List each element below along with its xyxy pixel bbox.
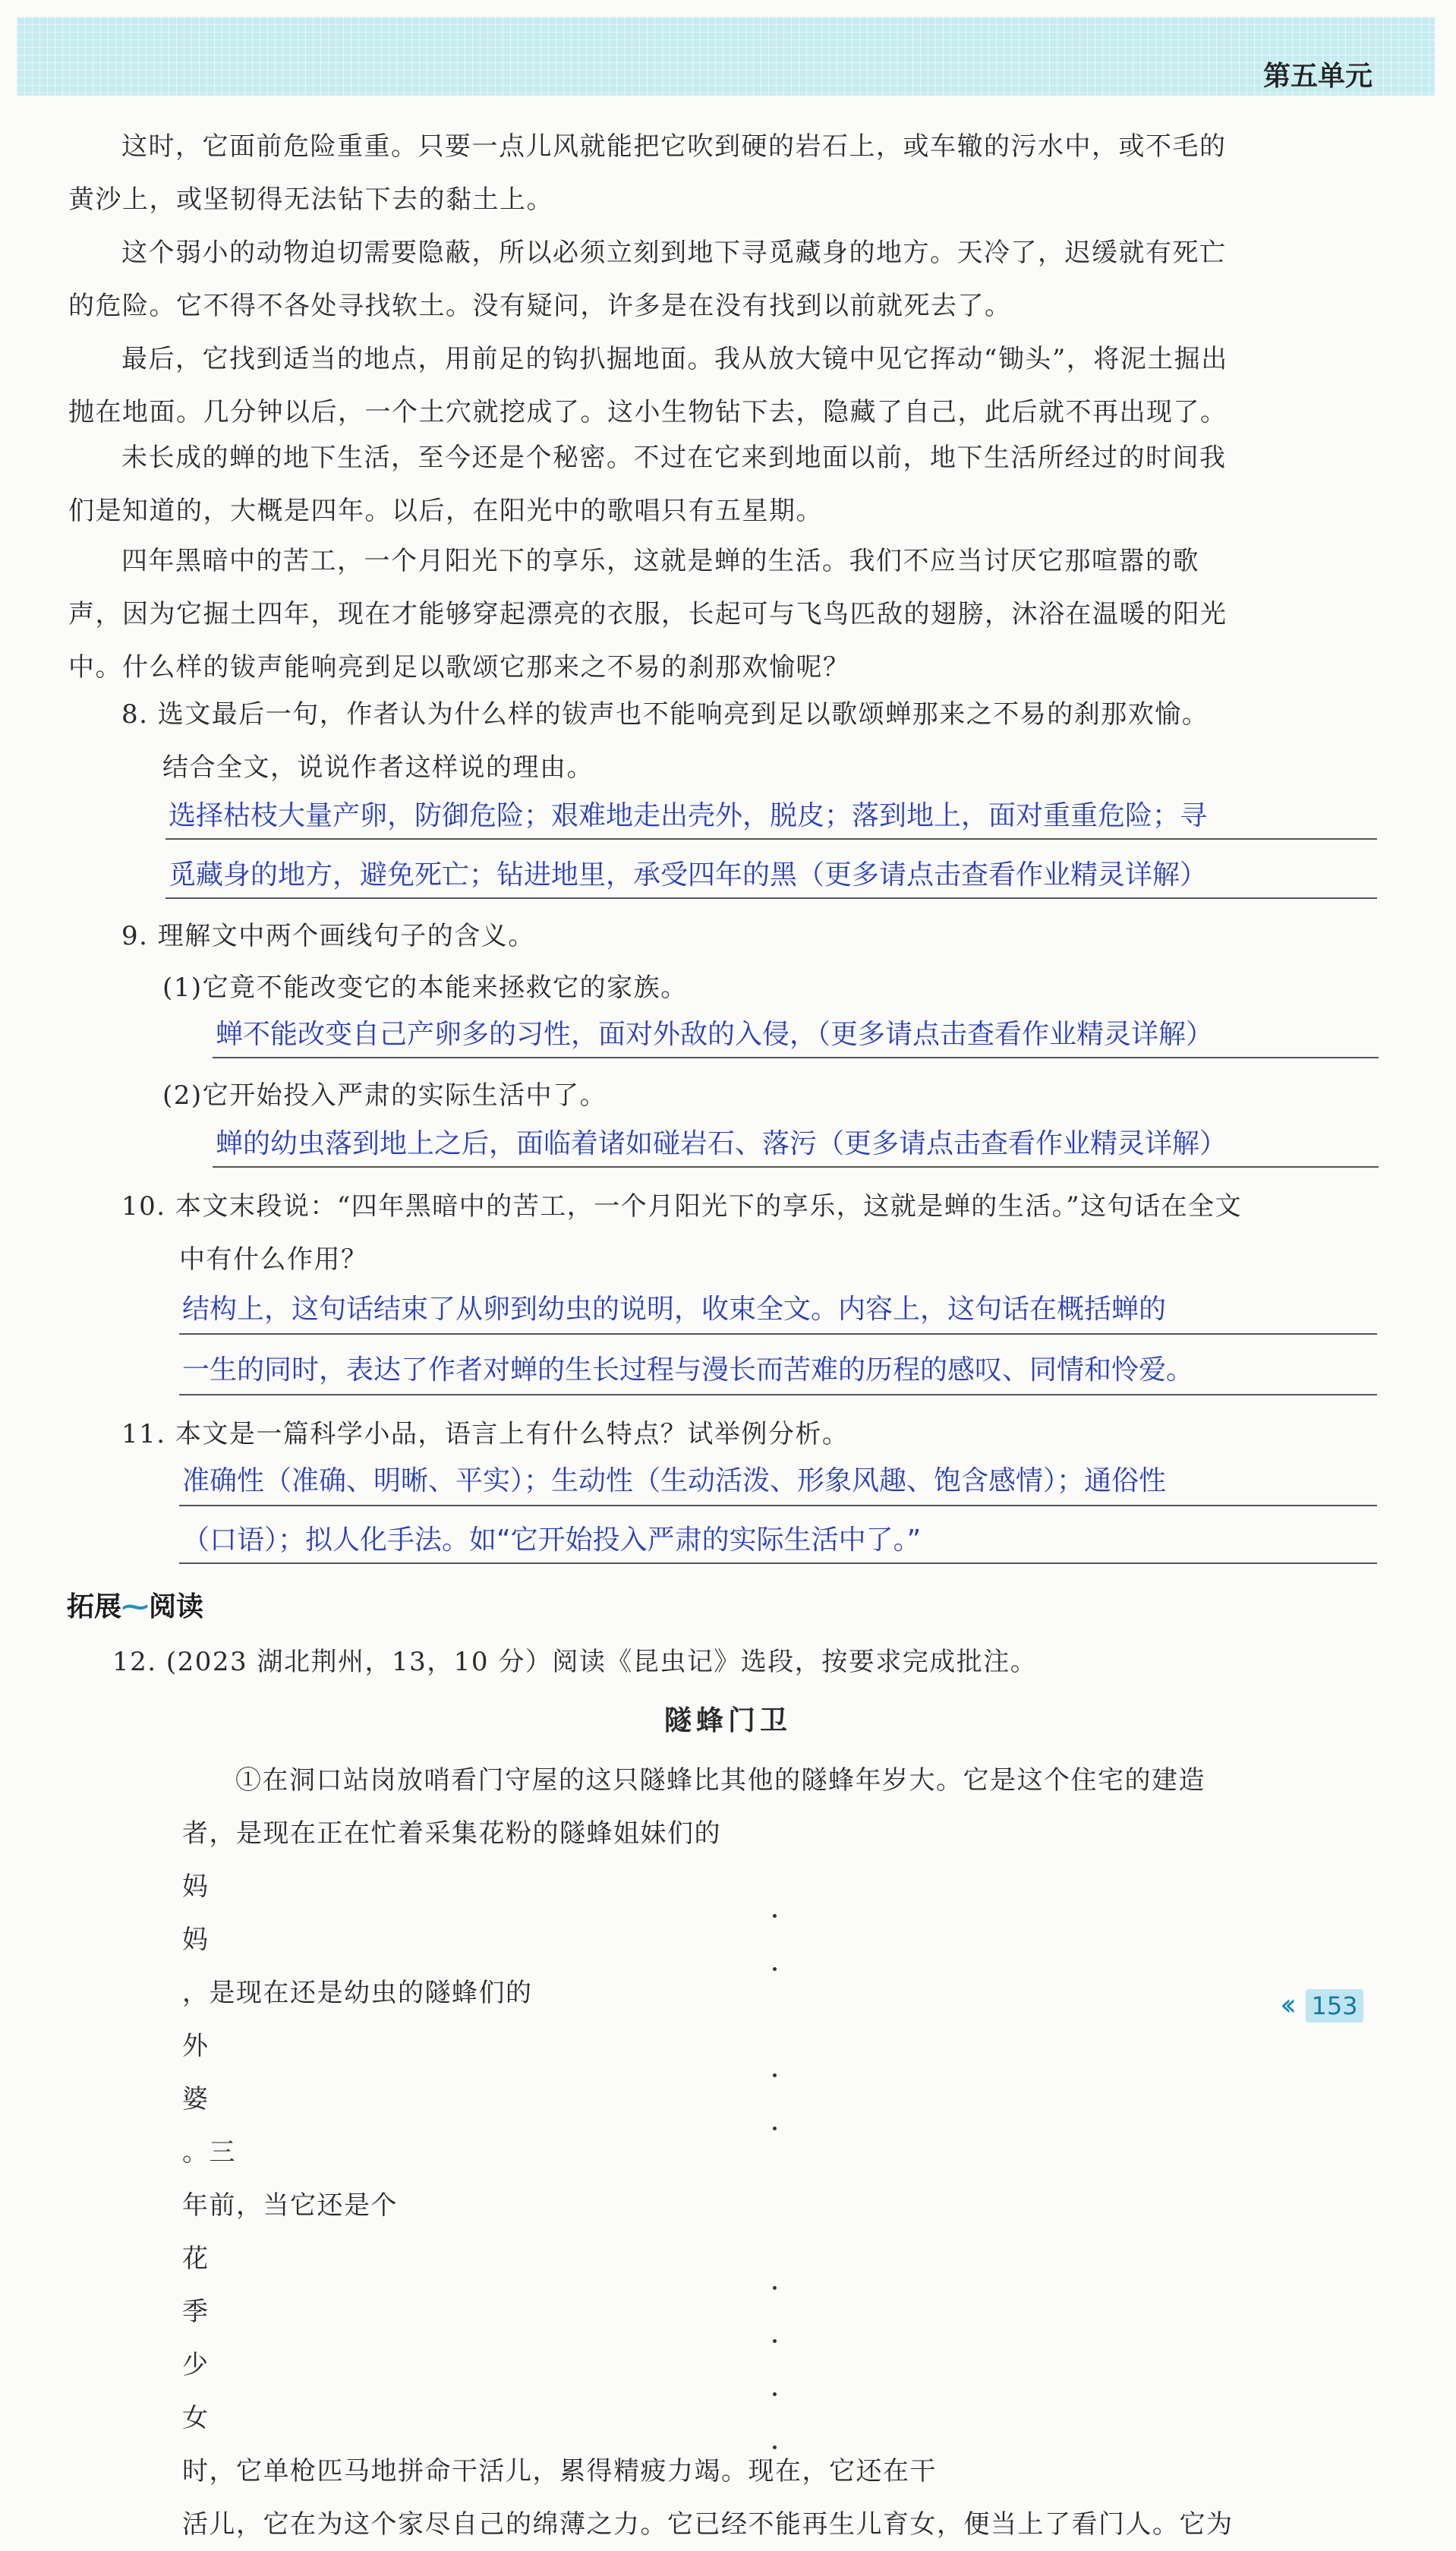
answer-underline xyxy=(213,1166,1379,1168)
answer-underline xyxy=(213,1057,1379,1058)
header-band xyxy=(17,17,1435,96)
answer-10-line2[interactable]: 一生的同时，表达了作者对蝉的生长过程与漫长而苦难的历程的感叹、同情和怜爱。 xyxy=(182,1354,1194,1386)
question-9-sub1: (1)它竟不能改变它的本能来拯救它的家族。 xyxy=(162,973,688,1003)
answer-9-1[interactable]: 蝉不能改变自己产卵多的习性，面对外敌的入侵，（更多请点击查看作业精灵详解） xyxy=(216,1019,1214,1050)
annotated-word xyxy=(182,1860,1366,1966)
emphasis-char: 花 xyxy=(182,2232,1366,2285)
emphasis-char: 季 xyxy=(182,2285,1366,2338)
question-11: 11. 本文是一篇科学小品，语言上有什么特点？试举例分析。 xyxy=(121,1419,849,1449)
answer-8-line2[interactable]: 觅藏身的地方，避免死亡；钻进地里，承受四年的黑（更多请点击查看作业精灵详解） xyxy=(169,859,1208,891)
question-12: 12. (2023 湖北荆州，13，10 分）阅读《昆虫记》选段，按要求完成批注。 xyxy=(112,1647,1038,1677)
answer-underline xyxy=(165,897,1377,899)
article-paragraph: ①在洞口站岗放哨看门守屋的这只隧蜂比其他的隧蜂年岁大。它是这个住宅的建造 者，是现在正在忙着采集花粉的隧蜂姐妹们的 妈 妈 ，是现在还是幼虫的隧蜂们的 外 婆 。三 年前，当它还是个 花 季 少 女 时，它单枪匹马地拼命干活儿，累得精疲力竭。现在，它还在干 活儿，它在为这个家尽自己的绵薄之力。它已经不能再生儿育女，便当上了看门人。它为 xyxy=(182,1754,1366,2551)
emphasis-char: 妈 xyxy=(182,1913,1366,1966)
page-number: 153 xyxy=(1306,1989,1363,2023)
article-title: 隧蜂门卫 xyxy=(663,1705,792,1736)
annotated-word xyxy=(182,2232,1366,2445)
answer-underline xyxy=(165,838,1377,840)
answer-underline xyxy=(179,1333,1377,1335)
answer-underline xyxy=(179,1505,1377,1506)
answer-10-line1[interactable]: 结构上，这句话结束了从卵到幼虫的说明，收束全文。内容上，这句话在概括蝉的 xyxy=(182,1294,1167,1325)
passage-paragraph: 四年黑暗中的苦工，一个月阳光下的享乐，这就是蝉的生活。我们不应当讨厌它那喧嚣的歌 声，因为它掘土四年，现在才能够穿起漂亮的衣服，长起可与飞鸟匹敌的翅膀，沐浴在温暖的阳光 中。什么样的钹声能响亮到足以歌颂它那来之不易的刹那欢愉呢？ xyxy=(68,546,1228,683)
question-8-cont: 结合全文，说说作者这样说的理由。 xyxy=(162,752,594,783)
annotated-word xyxy=(182,2020,1366,2126)
unit-label: 第五单元 xyxy=(1262,61,1372,92)
passage-paragraph: 未长成的蝉的地下生活，至今还是个秘密。不过在它来到地面以前，地下生活所经过的时间我 们是知道的，大概是四年。以后，在阳光中的歌唱只有五星期。 xyxy=(68,443,1227,526)
emphasis-char: 少 xyxy=(182,2338,1366,2392)
emphasis-char: 妈 xyxy=(182,1860,1366,1913)
passage-paragraph: 这时，它面前危险重重。只要一点儿风就能把它吹到硬的岩石上，或车辙的污水中，或不毛的 黄沙上，或坚韧得无法钻下去的黏土上。 xyxy=(68,131,1227,215)
chevron-left-icon: ‹‹ xyxy=(1280,1988,1289,2023)
passage-paragraph: 这个弱小的动物迫切需要隐蔽，所以必须立刻到地下寻觅藏身的地方。天冷了，迟缓就有死亡 的危险。它不得不各处寻找软土。没有疑问，许多是在没有找到以前就死去了。 xyxy=(68,238,1227,321)
answer-9-2[interactable]: 蝉的幼虫落到地上之后，面临着诸如碰岩石、落污（更多请点击查看作业精灵详解） xyxy=(216,1128,1228,1159)
question-9: 9. 理解文中两个画线句子的含义。 xyxy=(121,921,535,951)
answer-underline xyxy=(179,1562,1377,1564)
answer-underline xyxy=(179,1394,1377,1395)
answer-8-line1[interactable]: 选择枯枝大量产卵，防御危险；艰难地走出壳外，脱皮；落到地上，面对重重危险；寻 xyxy=(169,800,1208,831)
answer-11-line1[interactable]: 准确性（准确、明晰、平实）；生动性（生动活泼、形象风趣、饱含感情）；通俗性 xyxy=(182,1465,1167,1496)
emphasis-char: 婆 xyxy=(182,2073,1366,2126)
section-heading: 拓展⁓阅读 xyxy=(67,1591,204,1622)
question-8: 8. 选文最后一句，作者认为什么样的钹声也不能响亮到足以歌颂蝉那来之不易的刹那欢愉。 xyxy=(121,699,1209,730)
question-10: 10. 本文末段说：“四年黑暗中的苦工，一个月阳光下的享乐，这就是蝉的生活。”这句话在全文 xyxy=(121,1191,1243,1222)
emphasis-char: 女 xyxy=(182,2392,1366,2445)
emphasis-char: 外 xyxy=(182,2020,1366,2073)
passage-paragraph: 最后，它找到适当的地点，用前足的钩扒掘地面。我从放大镜中见它挥动“锄头”，将泥土掘出 抛在地面。几分钟以后，一个土穴就挖成了。这小生物钻下去，隐藏了自己，此后就不再出现了。 xyxy=(68,344,1228,427)
answer-11-line2[interactable]: （口语）；拟人化手法。如“它开始投入严肃的实际生活中了。” xyxy=(182,1525,922,1556)
question-10-cont: 中有什么作用？ xyxy=(179,1244,368,1275)
question-9-sub2: (2)它开始投入严肃的实际生活中了。 xyxy=(162,1080,607,1111)
